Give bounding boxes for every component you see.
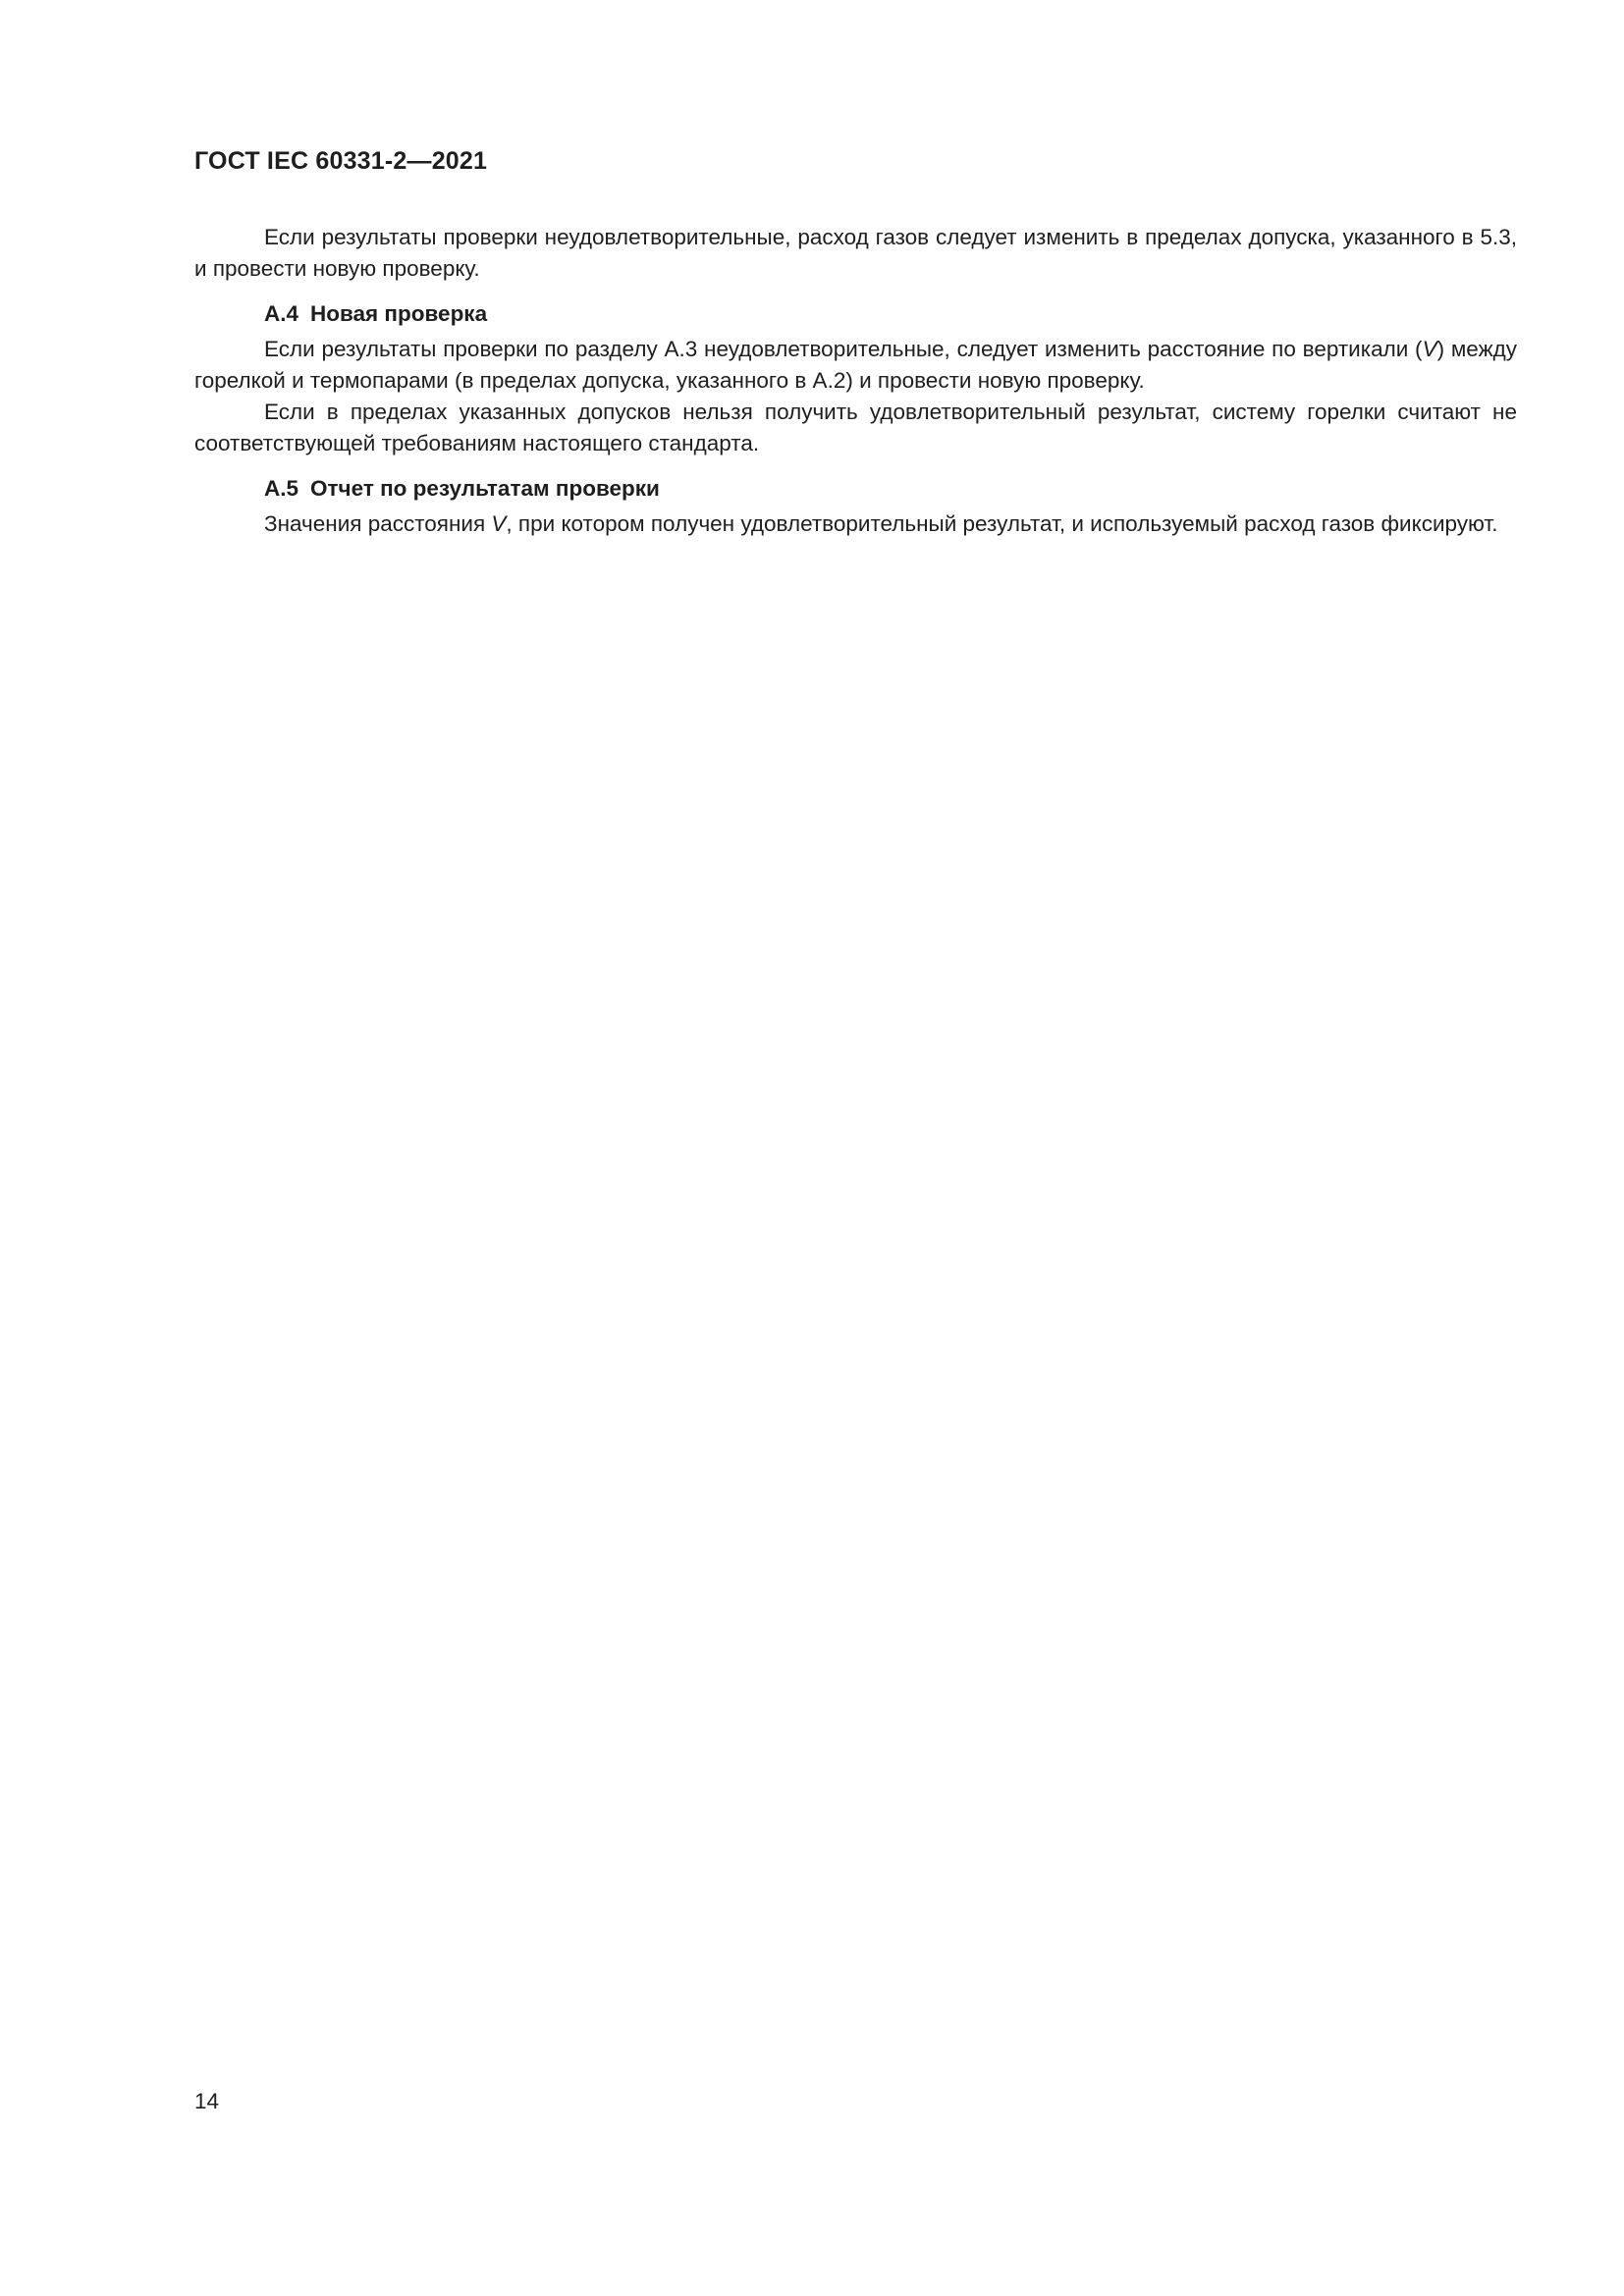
section-number: А.5 xyxy=(264,476,299,501)
section-heading-a5 xyxy=(194,473,1517,505)
page-number: 14 xyxy=(194,2089,220,2113)
document-header: ГОСТ IEC 60331-2—2021 xyxy=(194,147,488,175)
text-segment: , при котором получен удовлетворительный результат, и используемый расход газов фиксируют. xyxy=(506,511,1498,536)
section-title: Новая проверка xyxy=(310,301,488,326)
text-segment: ) между горелкой и термопарами (в пределах допуска, указанного в А.2) и провести новую проверку. xyxy=(194,337,1518,393)
section-heading-a4 xyxy=(194,298,1517,330)
paragraph-nonconformance: Если в пределах указанных допусков нельзя получить удовлетворительный результат, систему горелки считают не соответствующей требованиям настоящего стандарта. xyxy=(194,400,1517,455)
text-segment: Значения расстояния xyxy=(264,511,492,536)
text-segment: Если результаты проверки по разделу А.3 неудовлетворительные, следует изменить расстояние по вертикали ( xyxy=(264,337,1423,361)
section-number: А.4 xyxy=(264,301,299,326)
document-body xyxy=(194,222,1517,540)
paragraph-report-values xyxy=(194,508,1517,540)
variable-v: V xyxy=(491,511,507,536)
variable-v: V xyxy=(1422,337,1437,361)
paragraph-change-vertical-distance xyxy=(194,334,1517,397)
section-title: Отчет по результатам проверки xyxy=(310,476,660,501)
paragraph-retest-gas-flow: Если результаты проверки неудовлетворительные, расход газов следует изменить в пределах допуска, указанного в 5.3, и провести новую проверку. xyxy=(194,225,1517,281)
